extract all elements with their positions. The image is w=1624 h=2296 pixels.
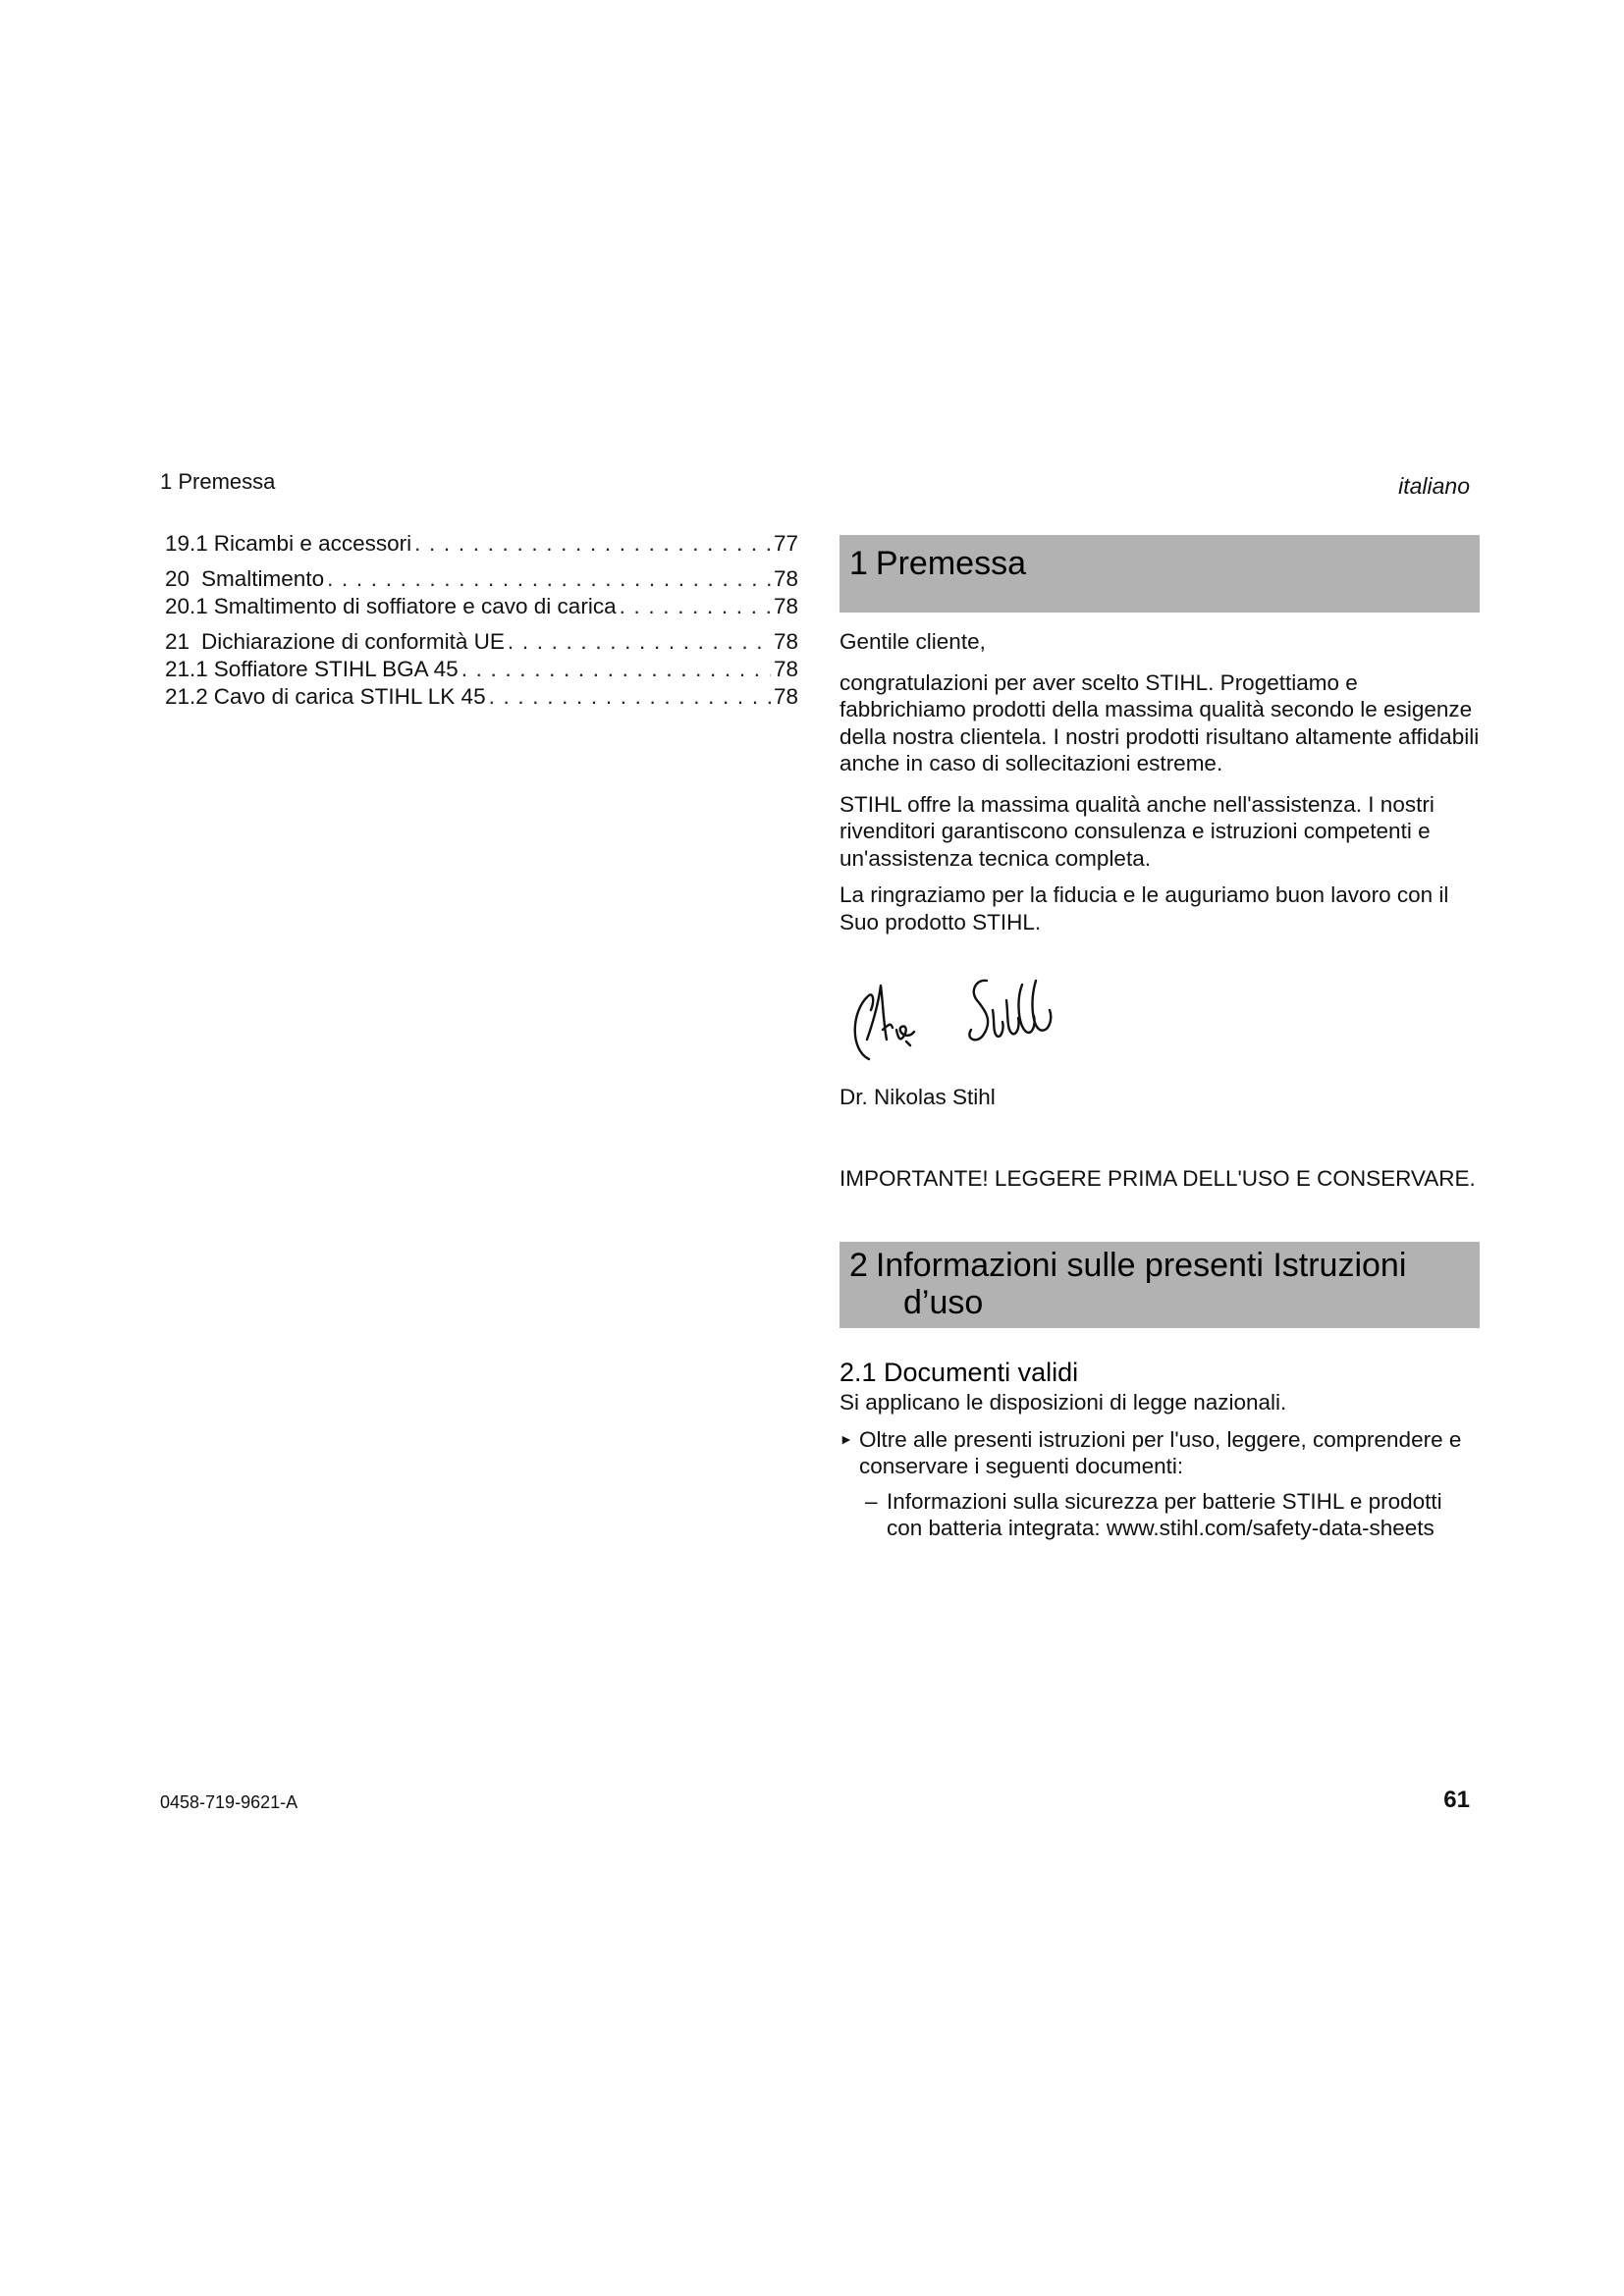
- dash-bullet-icon: –: [865, 1488, 878, 1514]
- running-header-chapter: 1 Premessa: [160, 469, 276, 494]
- toc-leader-dots: [620, 593, 771, 620]
- bullet-text: Oltre alle presenti istruzioni per l'uso, leggere, comprendere e conservare i seguenti documenti:: [859, 1426, 1462, 1478]
- chapter-title-line1: Informazioni sulle presenti Istruzioni: [875, 1247, 1407, 1284]
- toc-entry[interactable]: [165, 593, 798, 620]
- toc-entry-page: 78: [773, 629, 798, 654]
- thanks-paragraph: La ringraziamo per la fiducia e le auguriamo buon lavoro con il Suo prodotto STIHL.: [839, 882, 1449, 934]
- toc-entry-number: 20: [165, 566, 190, 591]
- triangle-bullet-icon: ►: [839, 1430, 853, 1447]
- toc-leader-dots: [414, 530, 771, 558]
- toc-entry-page: 78: [773, 594, 798, 618]
- toc-entry-page: 78: [773, 684, 798, 709]
- chapter-title-line2: d’uso: [903, 1284, 984, 1321]
- toc-entry-page: 77: [773, 531, 798, 556]
- main-content: [839, 535, 1488, 1542]
- toc-entry-number: 21.1: [165, 657, 208, 681]
- chapter-number: 2: [849, 1247, 868, 1284]
- toc-entry[interactable]: [165, 683, 798, 711]
- section-text: Si applicano le disposizioni di legge nazionali.: [839, 1390, 1287, 1415]
- chapter-number: 1: [849, 545, 868, 582]
- chapter-heading-premessa: [839, 535, 1480, 613]
- toc-entry[interactable]: [165, 530, 798, 558]
- intro-paragraph: congratulazioni per aver scelto STIHL. Progettiamo e fabbrichiamo prodotti della massima qualità secondo le esigenze della nostra clientela. I nostri prodotti risultano altamente affidabili anche in caso di sollecitazioni estreme.: [839, 669, 1480, 775]
- toc-entry-title: Smaltimento di soffiatore e cavo di carica: [213, 594, 617, 618]
- toc-entry[interactable]: [165, 565, 798, 593]
- section-title-documenti-validi: 2.1 Documenti validi: [839, 1358, 1079, 1387]
- instruction-bullet: [839, 1426, 1488, 1480]
- toc-entry-title: Smaltimento: [201, 566, 325, 591]
- toc-leader-dots: [461, 656, 771, 683]
- important-notice: IMPORTANTE! LEGGERE PRIMA DELL'USO E CONSERVARE.: [839, 1165, 1476, 1191]
- toc-entry-number: 21.2: [165, 684, 208, 709]
- toc-entry[interactable]: [165, 628, 798, 656]
- toc-entry-title: Soffiatore STIHL BGA 45: [213, 657, 459, 681]
- signer-name: Dr. Nikolas Stihl: [839, 1085, 996, 1109]
- chapter-title: Premessa: [875, 545, 1026, 582]
- greeting: Gentile cliente,: [839, 629, 986, 654]
- toc-entry-title: Ricambi e accessori: [213, 531, 412, 556]
- toc-leader-dots: [327, 565, 771, 593]
- document-number: 0458-719-9621-A: [160, 1792, 298, 1812]
- document-list-item: [865, 1488, 1488, 1542]
- chapter-heading-informazioni: [839, 1242, 1480, 1328]
- toc-entry-title: Cavo di carica STIHL LK 45: [213, 684, 486, 709]
- table-of-contents: [165, 530, 798, 711]
- toc-entry-number: 19.1: [165, 531, 208, 556]
- toc-entry-page: 78: [773, 566, 798, 591]
- service-paragraph: STIHL offre la massima qualità anche nell'assistenza. I nostri rivenditori garantiscono consulenza e istruzioni competenti e un'assistenza tecnica completa.: [839, 791, 1435, 871]
- toc-leader-dots: [508, 628, 771, 656]
- page-number: 61: [1443, 1787, 1470, 1813]
- toc-leader-dots: [489, 683, 771, 711]
- toc-entry-title: Dichiarazione di conformità UE: [201, 629, 505, 654]
- list-item-text: Informazioni sulla sicurezza per batterie STIHL e prodotti con batteria integrata: www.stihl.com/safety-data-sheets: [887, 1488, 1442, 1540]
- toc-entry-number: 21: [165, 629, 190, 654]
- toc-entry-page: 78: [773, 657, 798, 681]
- toc-entry-number: 20.1: [165, 594, 208, 618]
- toc-entry[interactable]: [165, 656, 798, 683]
- handwritten-signature: [839, 971, 1075, 1069]
- running-header-language: italiano: [1398, 473, 1470, 499]
